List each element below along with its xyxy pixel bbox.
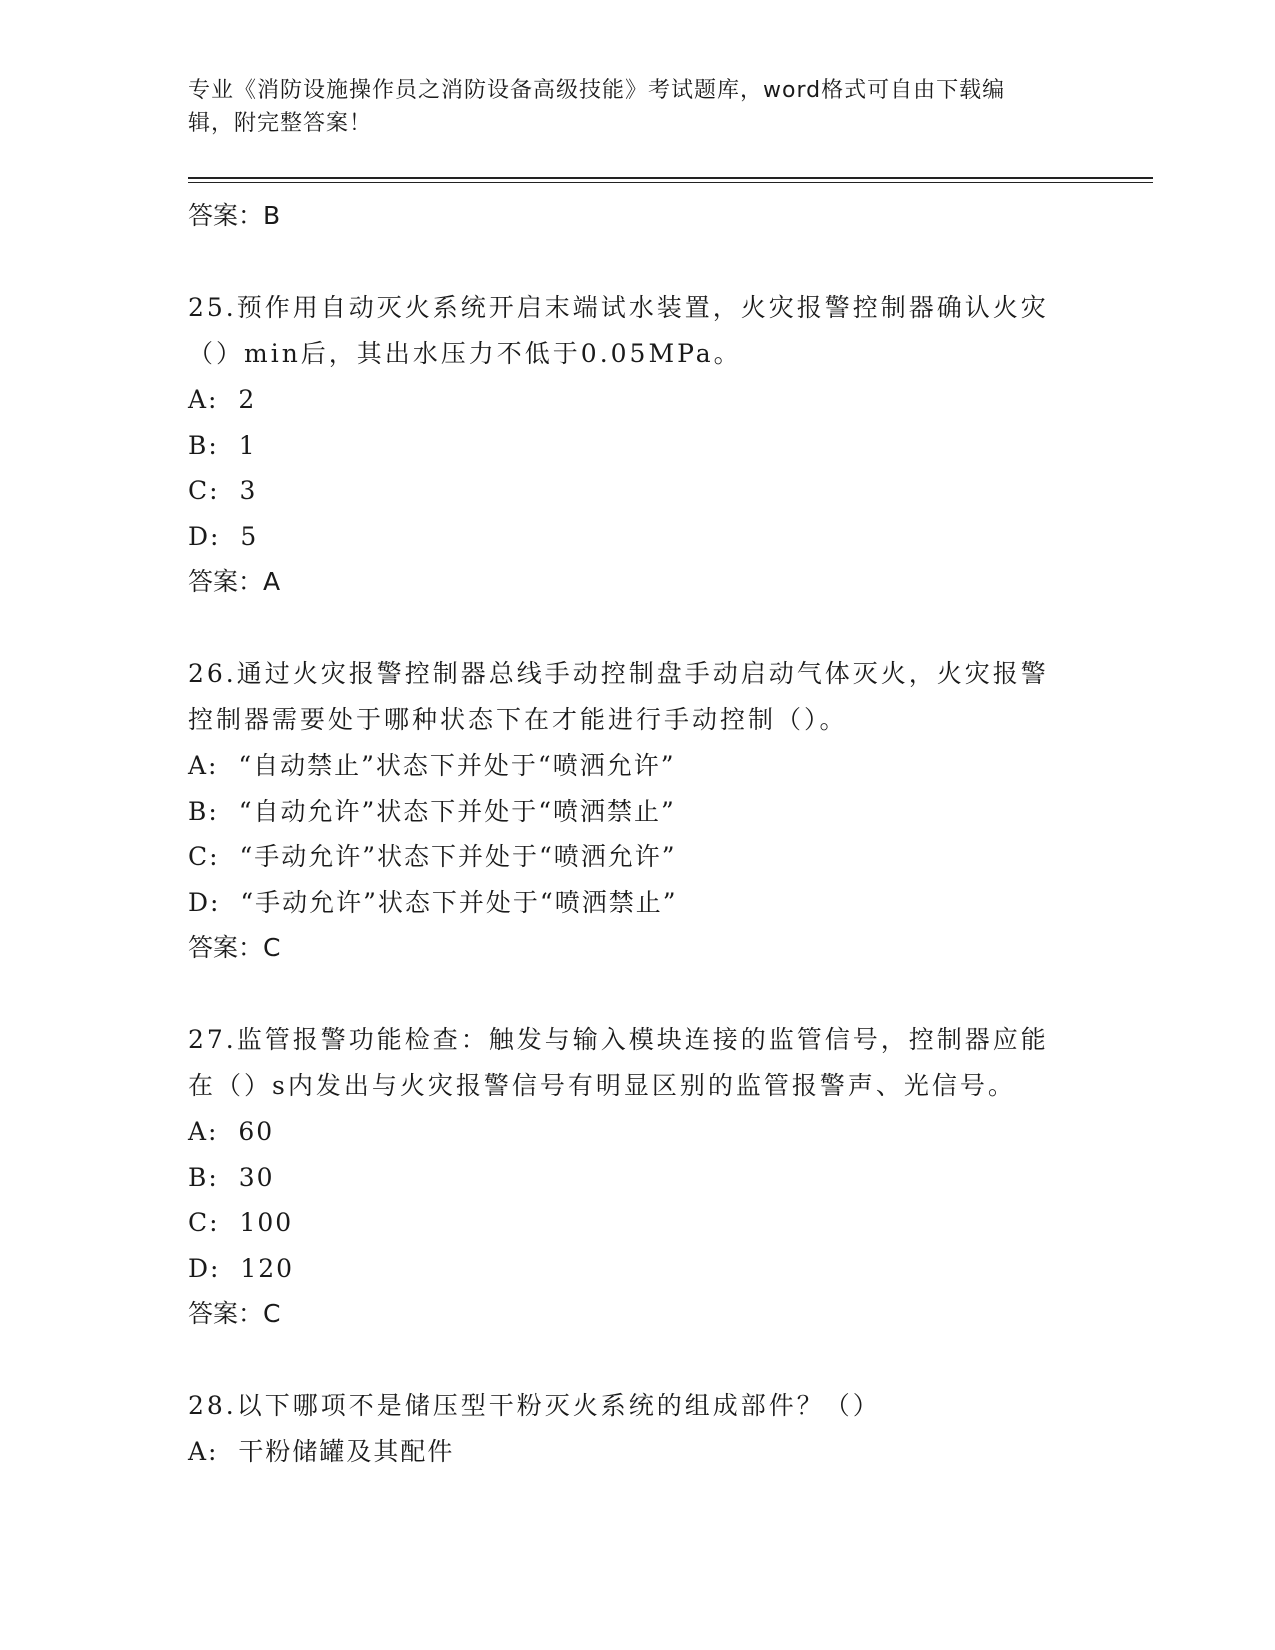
option-a: A: 干粉储罐及其配件: [188, 1437, 455, 1466]
question-text-line: 26.通过火灾报警控制器总线手动控制盘手动启动气体灭火，火灾报警: [188, 659, 1049, 688]
question-text-line: （）min后，其出水压力不低于0.05MPa。: [188, 339, 742, 368]
option-d: D: “手动允许”状态下并处于“喷洒禁止”: [188, 887, 678, 917]
question-block: [188, 285, 1088, 604]
option-a: A: “自动禁止”状态下并处于“喷洒允许”: [188, 751, 676, 780]
header-divider-thick: [188, 177, 1153, 179]
option-b: B: “自动允许”状态下并处于“喷洒禁止”: [188, 796, 676, 826]
question-text-line: 控制器需要处于哪种状态下在才能进行手动控制（）。: [188, 705, 848, 734]
answer-line: 答案：A: [188, 567, 281, 596]
option-d: D: 120: [188, 1253, 295, 1283]
option-d: D: 5: [188, 521, 259, 551]
option-b: B: 1: [188, 430, 257, 460]
header-line-2: 辑，附完整答案！: [188, 111, 373, 136]
header-divider-thin: [188, 182, 1153, 183]
header-line-1: 专业《消防设施操作员之消防设备高级技能》考试题库，word格式可自由下载编: [188, 78, 1006, 103]
question-block: [188, 1383, 1088, 1475]
option-c: C: 100: [188, 1208, 294, 1237]
question-text-line: 25.预作用自动灭火系统开启末端试水装置，火灾报警控制器确认火灾: [188, 293, 1049, 322]
question-block: [188, 651, 1088, 970]
option-c: C: “手动允许”状态下并处于“喷洒允许”: [188, 842, 677, 871]
question-block: [188, 1017, 1088, 1336]
option-a: A: 2: [188, 385, 257, 414]
question-list: [188, 193, 1088, 1475]
option-a: A: 60: [188, 1117, 275, 1146]
answer-line: 答案：C: [188, 1299, 281, 1328]
option-b: B: 30: [188, 1162, 275, 1192]
question-text-line: 27.监管报警功能检查：触发与输入模块连接的监管信号，控制器应能: [188, 1025, 1049, 1054]
document-header: [188, 74, 1068, 140]
answer-line: 答案：C: [188, 933, 281, 962]
question-text-line: 28.以下哪项不是储压型干粉灭火系统的组成部件？（）: [188, 1391, 881, 1420]
previous-answer: 答案：B: [188, 201, 281, 230]
option-c: C: 3: [188, 476, 258, 505]
question-text-line: 在（）s内发出与火灾报警信号有明显区别的监管报警声、光信号。: [188, 1071, 1016, 1100]
